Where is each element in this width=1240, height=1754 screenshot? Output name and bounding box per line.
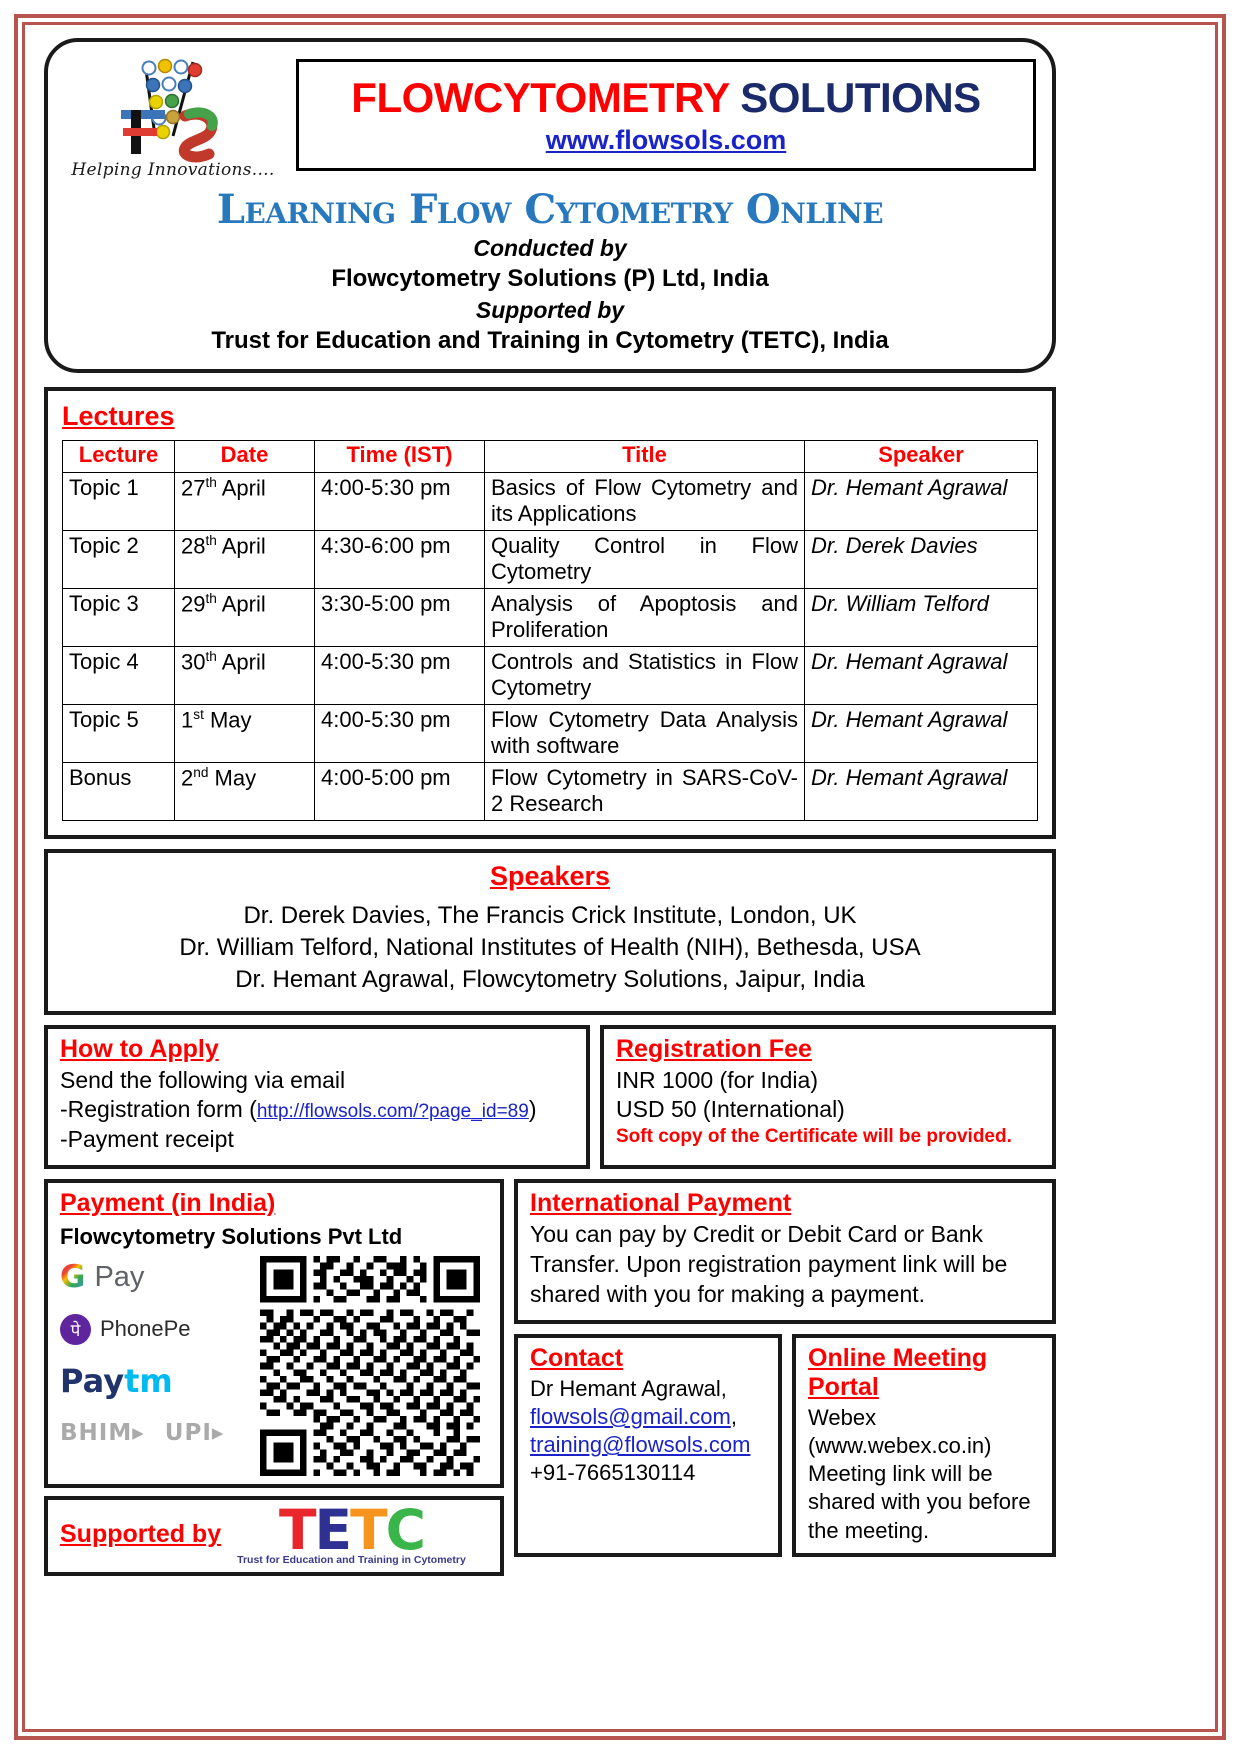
- fs-logo-icon: [93, 54, 253, 164]
- contact-box: [514, 1334, 782, 1557]
- fee-india: INR 1000 (for India): [616, 1066, 818, 1093]
- company-logo: [58, 50, 288, 180]
- registration-form-prefix: -Registration form (: [60, 1096, 257, 1123]
- brand-title-box: [296, 59, 1036, 172]
- payment-qr-code: [260, 1256, 480, 1476]
- cell-lecture: Bonus: [63, 763, 175, 821]
- speakers-list: [58, 900, 1042, 996]
- cell-time: 3:30-5:00 pm: [315, 589, 485, 647]
- list-item: Dr. Derek Davies, The Francis Crick Institute, London, UK: [243, 902, 857, 930]
- cell-date: 27th April: [175, 473, 315, 531]
- conducted-by-value: Flowcytometry Solutions (P) Ltd, India: [331, 265, 769, 293]
- contact-heading: Contact: [530, 1343, 624, 1372]
- table-row: [63, 763, 1038, 821]
- cell-title: Quality Control in Flow Cytometry: [485, 531, 805, 589]
- cell-lecture: Topic 4: [63, 647, 175, 705]
- bhim-label: BHIM▸: [60, 1420, 145, 1447]
- cell-title: Flow Cytometry Data Analysis with software: [485, 705, 805, 763]
- certificate-note: Soft copy of the Certificate will be provided.: [616, 1126, 1012, 1148]
- column-header-time: Time (IST): [315, 441, 485, 473]
- bhim-upi-logos: [60, 1416, 250, 1450]
- phonepe-icon: पे: [60, 1314, 91, 1345]
- cell-speaker: Dr. Derek Davies: [805, 531, 1038, 589]
- registration-fee-heading: Registration Fee: [616, 1034, 812, 1063]
- contact-email-2-row: [530, 1431, 766, 1459]
- how-to-apply-line2: [60, 1095, 574, 1125]
- lectures-heading: Lectures: [62, 401, 175, 432]
- fee-international: USD 50 (International): [616, 1096, 845, 1123]
- portal-url: (www.webex.co.in): [808, 1433, 992, 1459]
- table-row: [63, 647, 1038, 705]
- online-portal-box: [792, 1334, 1056, 1557]
- column-header-title: Title: [485, 441, 805, 473]
- flyer-content: [44, 38, 1056, 1576]
- payment-row: [44, 1179, 1056, 1576]
- registration-fee-box: [600, 1025, 1056, 1170]
- qr-code-graphic: [260, 1256, 480, 1476]
- cell-date: 1st May: [175, 705, 315, 763]
- cell-title: Flow Cytometry in SARS-CoV-2 Research: [485, 763, 805, 821]
- table-row: [63, 589, 1038, 647]
- international-payment-body: You can pay by Credit or Debit Card or Bank Transfer. Upon registration payment link will be shared with you for making a payment.: [530, 1221, 1008, 1307]
- contact-name: Dr Hemant Agrawal,: [530, 1375, 727, 1401]
- page-title: Learning Flow Cytometry Online: [216, 186, 884, 233]
- cell-lecture: Topic 2: [63, 531, 175, 589]
- tetc-letters: [278, 1498, 424, 1563]
- payment-india-box: [44, 1179, 504, 1488]
- how-to-apply-line1: Send the following via email: [60, 1066, 346, 1093]
- cell-date: 28th April: [175, 531, 315, 589]
- upi-label: UPI▸: [164, 1420, 225, 1447]
- cell-title: Controls and Statistics in Flow Cytometry: [485, 647, 805, 705]
- logo-tagline: Helping Innovations....: [71, 160, 275, 180]
- cell-time: 4:00-5:00 pm: [315, 763, 485, 821]
- international-payment-box: [514, 1179, 1056, 1324]
- brand-name-part2: SOLUTIONS: [740, 73, 981, 121]
- tetc-letter-2: E: [314, 1498, 351, 1563]
- cell-title: Basics of Flow Cytometry and its Applications: [485, 473, 805, 531]
- apply-fee-row: [44, 1025, 1056, 1170]
- brand-website-link[interactable]: www.flowsols.com: [545, 125, 787, 156]
- how-to-apply-box: [44, 1025, 590, 1170]
- table-header-row: [63, 441, 1038, 473]
- cell-time: 4:00-5:30 pm: [315, 705, 485, 763]
- payment-right-column: [514, 1179, 1056, 1556]
- lectures-panel: [44, 387, 1056, 839]
- tetc-logo-icon: [237, 1498, 466, 1566]
- list-item: Dr. Hemant Agrawal, Flowcytometry Solutions, Jaipur, India: [235, 966, 865, 994]
- tetc-letter-3: T: [350, 1498, 386, 1563]
- column-header-lecture: Lecture: [63, 441, 175, 473]
- how-to-apply-heading: How to Apply: [60, 1034, 219, 1063]
- cell-time: 4:00-5:30 pm: [315, 647, 485, 705]
- cell-lecture: Topic 1: [63, 473, 175, 531]
- header-panel: [44, 38, 1056, 373]
- payment-method-logos: [60, 1256, 250, 1476]
- payment-company-name: Flowcytometry Solutions Pvt Ltd: [60, 1224, 403, 1250]
- contact-email-1[interactable]: flowsols@gmail.com: [530, 1404, 731, 1430]
- tetc-subtitle: Trust for Education and Training in Cytometry: [237, 1553, 466, 1566]
- contact-phone: +91-7665130114: [530, 1460, 696, 1486]
- contact-email-2[interactable]: training@flowsols.com: [530, 1432, 751, 1458]
- payment-left-column: [44, 1179, 504, 1576]
- supported-by-value: Trust for Education and Training in Cytometry (TETC), India: [211, 327, 889, 355]
- cell-time: 4:30-6:00 pm: [315, 531, 485, 589]
- portal-name: Webex: [808, 1404, 877, 1430]
- tetc-letter-4: C: [385, 1498, 424, 1563]
- cell-speaker: Dr. Hemant Agrawal: [805, 763, 1038, 821]
- gpay-logo: [60, 1260, 250, 1294]
- cell-title: Analysis of Apoptosis and Proliferation: [485, 589, 805, 647]
- payment-methods-and-qr: [60, 1256, 488, 1476]
- cell-time: 4:00-5:30 pm: [315, 473, 485, 531]
- conducted-by-label: Conducted by: [473, 235, 627, 261]
- cell-date: 29th April: [175, 589, 315, 647]
- tetc-letter-1: T: [278, 1498, 315, 1563]
- contact-email-1-comma: ,: [730, 1404, 737, 1430]
- cell-speaker: Dr. Hemant Agrawal: [805, 473, 1038, 531]
- speakers-panel: [44, 849, 1056, 1014]
- speakers-heading: Speakers: [489, 861, 611, 892]
- cell-lecture: Topic 5: [63, 705, 175, 763]
- how-to-apply-line3: -Payment receipt: [60, 1126, 234, 1153]
- gpay-label: Pay: [94, 1260, 145, 1293]
- table-row: [63, 531, 1038, 589]
- brand-name: [309, 73, 1023, 121]
- table-row: [63, 473, 1038, 531]
- cell-date: 30th April: [175, 647, 315, 705]
- cell-speaker: Dr. Hemant Agrawal: [805, 647, 1038, 705]
- column-header-speaker: Speaker: [805, 441, 1038, 473]
- international-payment-heading: International Payment: [530, 1189, 792, 1218]
- online-portal-heading: Online Meeting Portal: [808, 1343, 988, 1401]
- paytm-logo: [60, 1362, 250, 1401]
- supported-by-heading: Supported by: [60, 1520, 222, 1549]
- phonepe-logo: [60, 1312, 250, 1346]
- cell-speaker: Dr. William Telford: [805, 589, 1038, 647]
- registration-form-suffix: ): [528, 1096, 537, 1123]
- header-top-row: [58, 50, 1042, 180]
- cell-speaker: Dr. Hemant Agrawal: [805, 705, 1038, 763]
- payment-india-heading: Payment (in India): [60, 1189, 276, 1218]
- contact-portal-row: [514, 1334, 1056, 1557]
- list-item: Dr. William Telford, National Institutes of Health (NIH), Bethesda, USA: [179, 934, 921, 962]
- registration-form-link[interactable]: http://flowsols.com/?page_id=89: [256, 1101, 529, 1123]
- portal-note: Meeting link will be shared with you before the meeting.: [808, 1461, 1031, 1543]
- paytm-label: Paytm: [60, 1362, 173, 1401]
- supported-by-label: Supported by: [475, 297, 625, 324]
- supported-by-box: [44, 1496, 504, 1576]
- column-header-date: Date: [175, 441, 315, 473]
- google-g-icon: G: [60, 1259, 86, 1296]
- cell-lecture: Topic 3: [63, 589, 175, 647]
- cell-date: 2nd May: [175, 763, 315, 821]
- lectures-table: [62, 440, 1038, 821]
- contact-email-1-row: [530, 1403, 766, 1431]
- phonepe-label: PhonePe: [100, 1316, 191, 1342]
- brand-name-part1: FLOWCYTOMETRY: [351, 73, 730, 121]
- lectures-table-body: [63, 473, 1038, 821]
- table-row: [63, 705, 1038, 763]
